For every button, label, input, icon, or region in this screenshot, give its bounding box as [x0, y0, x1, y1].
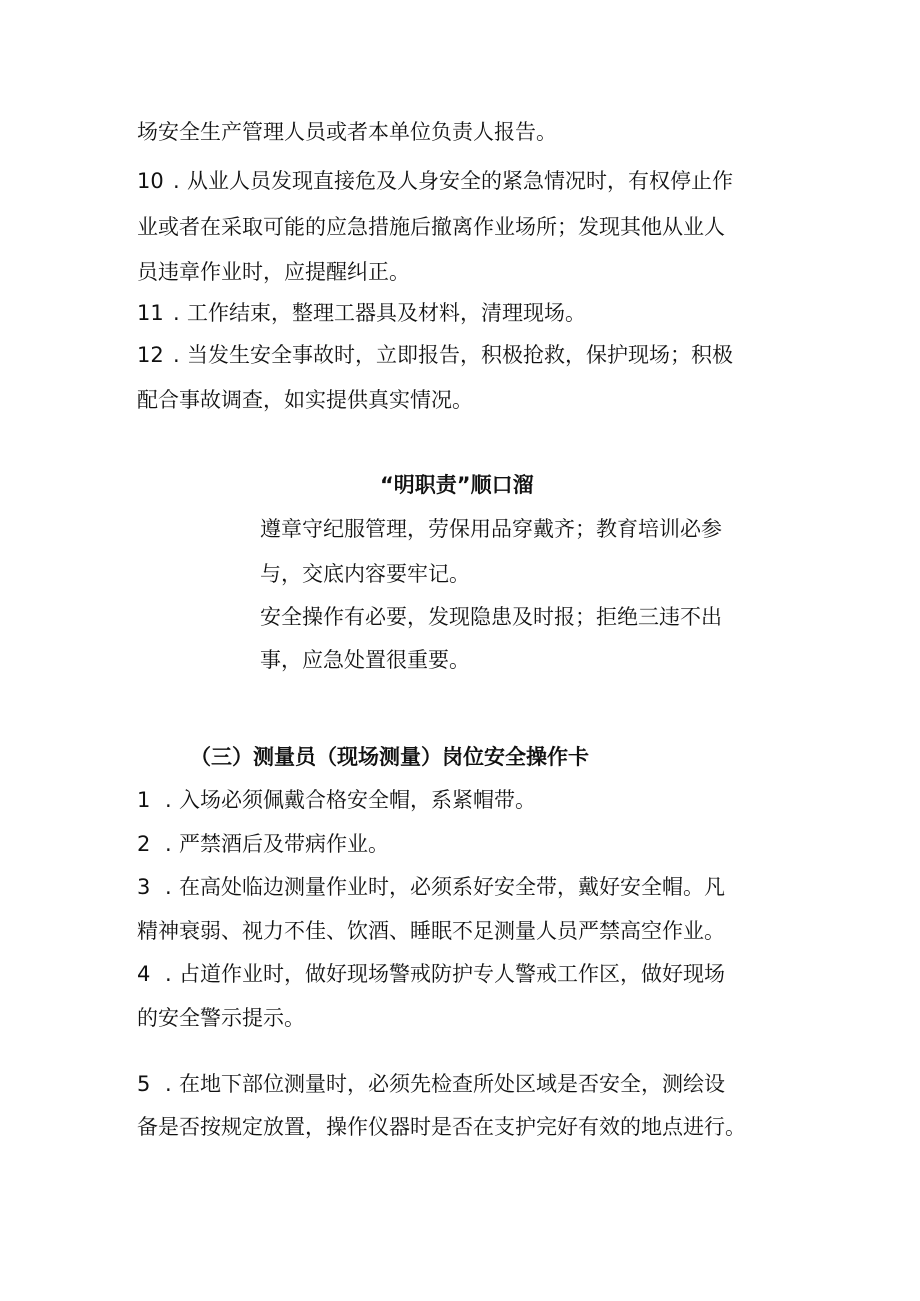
section-item-3-line-1 [137, 872, 725, 902]
item-text: 在高处临边测量作业时，必须系好安全带，戴好安全帽。凡 [179, 875, 725, 899]
item-number: 5 [137, 1072, 151, 1096]
section-item-2 [137, 829, 389, 859]
item-10-line-1 [137, 166, 733, 196]
item-separator: . [165, 1072, 172, 1096]
item-10-line-2: 业或者在采取可能的应急措施后撤离作业场所；发现其他从业人 [137, 215, 725, 239]
item-text: 当发生安全事故时，立即报告，积极抢救，保护现场；积极 [187, 343, 733, 367]
item-separator: . [173, 343, 180, 367]
item-text: 在地下部位测量时，必须先检查所处区域是否安全，测绘设 [179, 1072, 725, 1096]
item-11-line-1 [137, 298, 586, 328]
item-text: 占道作业时，做好现场警戒防护专人警戒工作区，做好现场 [179, 962, 725, 986]
item-number: 2 [137, 832, 151, 856]
rhyme-line-3: 安全操作有必要，发现隐患及时报；拒绝三违不出 [260, 605, 722, 629]
section-item-5-line-1 [137, 1069, 725, 1099]
section-item-1 [137, 785, 536, 815]
item-separator: . [173, 169, 180, 193]
item-separator: . [165, 832, 172, 856]
item-text: 入场必须佩戴合格安全帽，系紧帽带。 [179, 788, 536, 812]
section-item-3-line-2: 精神衰弱、视力不佳、饮酒、睡眠不足测量人员严禁高空作业。 [137, 919, 725, 943]
item-separator: . [165, 875, 172, 899]
rhyme-line-1: 遵章守纪服管理，劳保用品穿戴齐；教育培训必参 [260, 517, 722, 541]
rhyme-line-2: 与，交底内容要牢记。 [260, 562, 470, 586]
item-text: 严禁酒后及带病作业。 [179, 832, 389, 856]
item-number: 10 [137, 169, 164, 193]
item-number: 11 [137, 301, 164, 325]
paragraph-line: 场安全生产管理人员或者本单位负责人报告。 [137, 120, 557, 144]
item-12-line-2: 配合事故调查，如实提供真实情况。 [137, 388, 473, 412]
rhyme-title: “明职责”顺口溜 [380, 473, 534, 497]
rhyme-line-4: 事，应急处置很重要。 [260, 648, 470, 672]
item-text: 从业人员发现直接危及人身安全的紧急情况时，有权停止作 [187, 169, 733, 193]
item-text: 工作结束，整理工器具及材料，清理现场。 [187, 301, 586, 325]
item-number: 12 [137, 343, 164, 367]
item-12-line-1 [137, 340, 733, 370]
item-number: 4 [137, 962, 151, 986]
item-number: 1 [137, 788, 151, 812]
section-item-5-line-2: 备是否按规定放置，操作仪器时是否在支护完好有效的地点进行。 [137, 1115, 746, 1139]
section-item-4-line-1 [137, 959, 725, 989]
item-number: 3 [137, 875, 151, 899]
item-separator: . [165, 962, 172, 986]
item-10-line-3: 员违章作业时，应提醒纠正。 [137, 260, 410, 284]
section-title: （三）测量员（现场测量）岗位安全操作卡 [190, 745, 589, 769]
section-item-4-line-2: 的安全警示提示。 [137, 1006, 305, 1030]
item-separator: . [165, 788, 172, 812]
item-separator: . [173, 301, 180, 325]
